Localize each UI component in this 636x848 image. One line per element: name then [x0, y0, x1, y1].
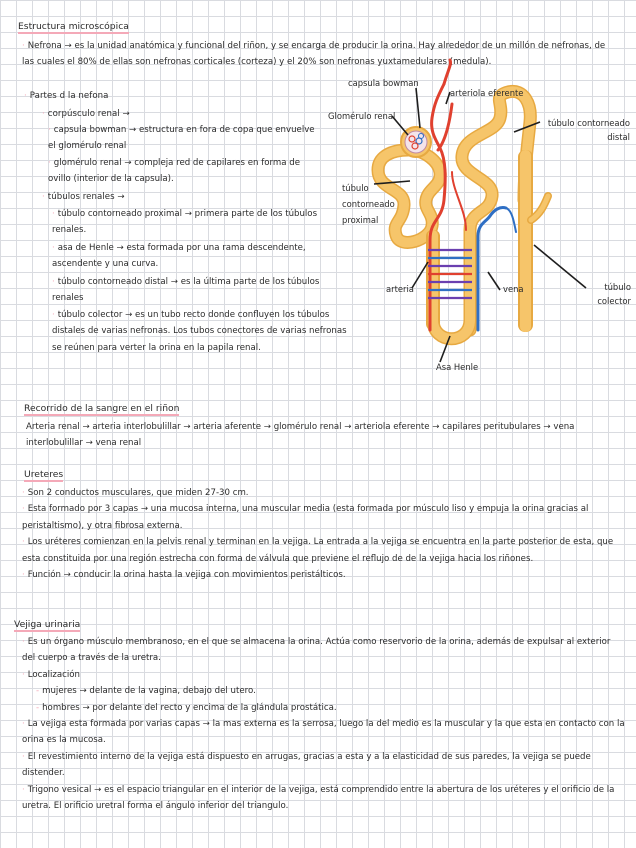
- label-glomerulo-renal: Glomérulo renal: [328, 111, 396, 121]
- label-asa-henle: Asa Henle: [436, 362, 479, 372]
- glomerulo-item: · glomérulo renal → compleja red de capilares en forma de ovillo (interior de la capsula).: [48, 158, 300, 185]
- label-arteriola-eferente: arteriola eferente: [450, 88, 524, 98]
- label-tubulo-proximal: túbulo contorneado proximal: [342, 183, 395, 225]
- vejiga-localizacion: · Localización: [22, 669, 80, 680]
- vejiga-capas: · La vejiga esta formada por varias capas → la mas externa es la serrosa, luego la del medio es la muscular y la que esta en contacto con la orina es la mucosa.: [22, 719, 625, 746]
- vejiga-intro: · Es un órgano músculo membranoso, en el que se almacena la orina. Actúa como reservorio de la orina, además de expulsar al exterior del cuerpo a través de la uretra.: [22, 637, 611, 664]
- label-tubulo-distal: túbulo contorneado distal: [547, 118, 630, 142]
- corpusculo-label: · corpúsculo renal →: [42, 109, 130, 119]
- vejiga-content: [22, 634, 626, 814]
- vejiga-hombres: - hombres → por delante del recto y encima de la glándula prostática.: [36, 702, 337, 713]
- descending-limb: [426, 230, 440, 330]
- capsula-item: · capsula bowman → estructura en fora de copa que envuelve el glomérulo renal: [48, 125, 315, 152]
- henle-item: · asa de Henle → esta formada por una rama descendente, ascendente y una curva.: [52, 243, 306, 270]
- label-arteria: arteria: [386, 284, 414, 294]
- ureteres-list: [22, 485, 618, 583]
- label-capsula-bowman: capsula bowman: [348, 78, 419, 88]
- ureteres-item: · Esta formado por 3 capas → una mucosa interna, una muscular media (esta formada por músculo liso y empuja la orina gracias al peristaltismo), y otra fibrosa externa.: [22, 504, 589, 531]
- colector-item: · túbulo colector → es un tubo recto donde confluyen los túbulos distales de varias nefronas. Los tubos conectores de varias nefronas se reúnen para verter la orina en la papila renal.: [52, 310, 347, 353]
- ureteres-item: · Son 2 conductos musculares, que miden 27-30 cm.: [22, 488, 249, 498]
- recorrido-text: Arteria renal → arteria interlobulillar → arteria aferente → glomérulo renal → arteriola eferente → capilares peritubulares → vena interlobulillar → vena renal: [26, 422, 575, 449]
- tcp-item: · túbulo contorneado proximal → primera parte de los túbulos renales.: [52, 209, 318, 236]
- heading-ureteres: Ureteres: [24, 469, 64, 480]
- label-tubulo-colector: túbulo colector: [597, 282, 631, 306]
- heading-recorrido: Recorrido de la sangre en el riñon: [24, 403, 180, 414]
- label-vena: vena: [503, 284, 524, 294]
- heading-micro: Estructura microscópica: [18, 21, 129, 32]
- ureteres-item: · Los uréteres comienzan en la pelvis renal y terminan en la vejiga. La entrada a la vejiga se encuentra en la parte posterior de esta, que esta constituida por una región estrecha con forma de válvula que previene el reflujo de de la vejiga hacia los riñones.: [22, 537, 614, 564]
- ureteres-item: · Función → conducir la orina hasta la vejiga con movimientos peristálticos.: [22, 570, 346, 581]
- vejiga-trigono: · Trigono vesical → es el espacio triangular en el interior de la vejiga, está comprendido entre la abertura de los uréteres y el orificio de la uretra. El orificio uretral forma el ángulo inferior del triangulo.: [22, 784, 615, 812]
- capillary-coils: [428, 250, 472, 298]
- collecting-duct: [518, 150, 548, 332]
- vejiga-revestimiento: · El revestimiento interno de la vejiga está dispuesto en arrugas, gracias a esta y a la elasticidad de sus paredes, la vejiga se puede distender.: [22, 751, 591, 779]
- tcd-item: · túbulo contorneado distal → es la última parte de los túbulos renales: [52, 277, 320, 304]
- vejiga-mujeres: - mujeres → delante de la vagina, debajo del utero.: [36, 686, 256, 697]
- nefrona-paragraph: · Nefrona → es la unidad anatómica y funcional del riñon, y se encarga de producir la orina. Hay alrededor de un millón de nefronas, de las cuales el 80% de ellas son nefronas corticales (corteza) y el 20% son nefronas yuxtamedulares (medula).: [22, 41, 606, 68]
- vein-vessels: [478, 207, 516, 330]
- tubulos-label: · túbulos renales →: [42, 192, 125, 202]
- partes-label: · Partes d la nefona: [24, 91, 109, 101]
- heading-vejiga: Vejiga urinaria: [14, 619, 81, 630]
